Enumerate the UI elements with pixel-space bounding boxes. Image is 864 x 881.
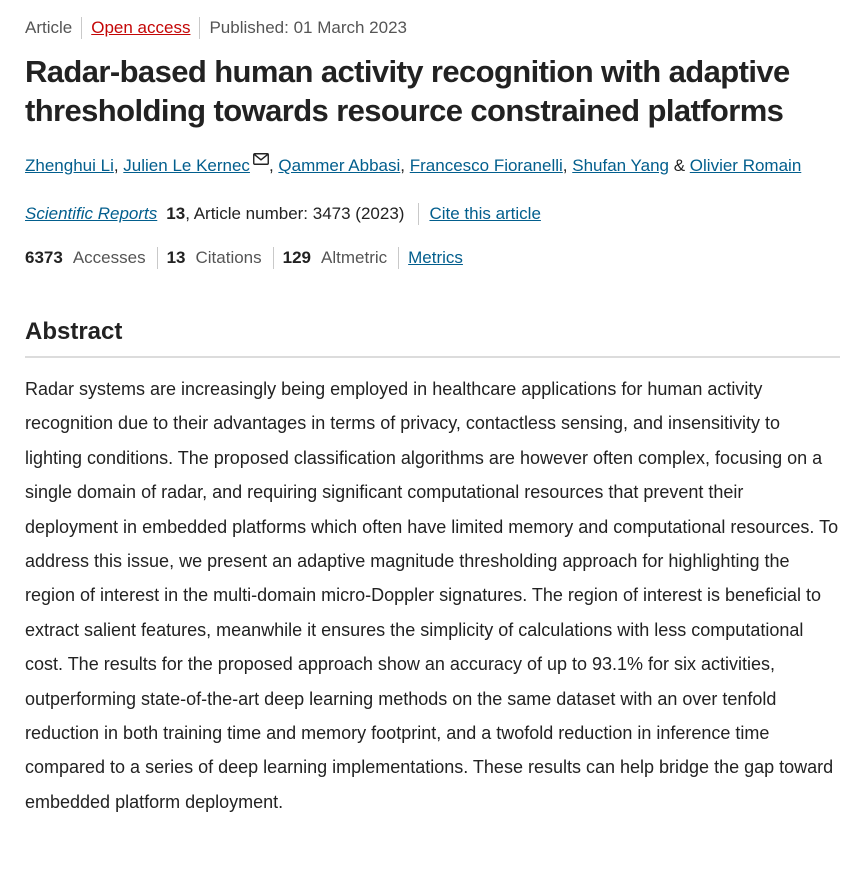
journal-link[interactable]: Scientific Reports [25,204,158,223]
author-separator: , [268,156,279,175]
author-list [25,153,839,179]
article-number: , Article number: 3473 (2023) [185,204,405,223]
author-link[interactable]: Zhenghui Li [25,156,114,175]
metrics-divider [273,247,274,269]
author-separator: , [400,156,410,175]
article-type: Article [25,18,73,37]
accesses-label: Accesses [72,248,146,267]
article-meta [25,14,839,42]
article-title: Radar-based human activity recognition with adaptive thresholding towards resource constrained platforms [25,54,790,128]
citation-row [25,201,839,227]
meta-divider [199,17,200,39]
meta-divider [81,17,82,39]
metrics-row [25,245,839,271]
metrics-divider [157,247,158,269]
article-page [0,14,864,819]
author-separator: , [562,156,573,175]
citations-label: Citations [195,248,262,267]
mail-icon[interactable] [253,153,269,165]
author-separator: & [669,156,690,175]
accesses-count: 6373 [25,248,63,267]
citations-count: 13 [166,248,186,267]
abstract-divider [25,356,840,358]
author-separator: , [113,156,124,175]
journal-volume: 13 [166,204,186,223]
author-link[interactable]: Francesco Fioranelli [409,156,563,175]
metrics-link[interactable]: Metrics [408,248,463,267]
published-date: Published: 01 March 2023 [209,18,407,37]
cite-this-article-link[interactable]: Cite this article [429,204,541,223]
author-link[interactable]: Julien Le Kernec [123,156,250,175]
citation-divider [418,203,419,225]
abstract-text: Radar systems are increasingly being employed in healthcare applications for human activity recognition due to their advantages in terms of privacy, contactless sensing, and insensitivity to lighting conditions. The proposed classification algorithms are however often complex, focusing on a single domain of radar, and requiring significant computational resources that prevent their deployment in embedded platforms which often have limited memory and computational resources. To address this issue, we present an adaptive magnitude thresholding approach for highlighting the region of interest in the multi-domain micro-Doppler signatures. The region of interest is beneficial to extract salient features, meanwhile it ensures the simplicity of calculations with less computational cost. The results for the proposed approach show an accuracy of up to 93.1% for six activities, outperforming state-of-the-art deep learning methods on the same dataset with an over tenfold reduction in both training time and memory footprint, and a twofold reduction in inference time compared to a series of deep learning implementations. These results can help bridge the gap toward embedded platform deployment. [25,379,839,812]
altmetric-label: Altmetric [321,248,388,267]
author-link[interactable]: Qammer Abbasi [278,156,401,175]
author-link[interactable]: Olivier Romain [689,156,802,175]
metrics-divider [398,247,399,269]
open-access-link[interactable]: Open access [91,18,191,37]
author-link[interactable]: Shufan Yang [572,156,669,175]
altmetric-count: 129 [282,248,312,267]
abstract-heading: Abstract [25,318,123,345]
